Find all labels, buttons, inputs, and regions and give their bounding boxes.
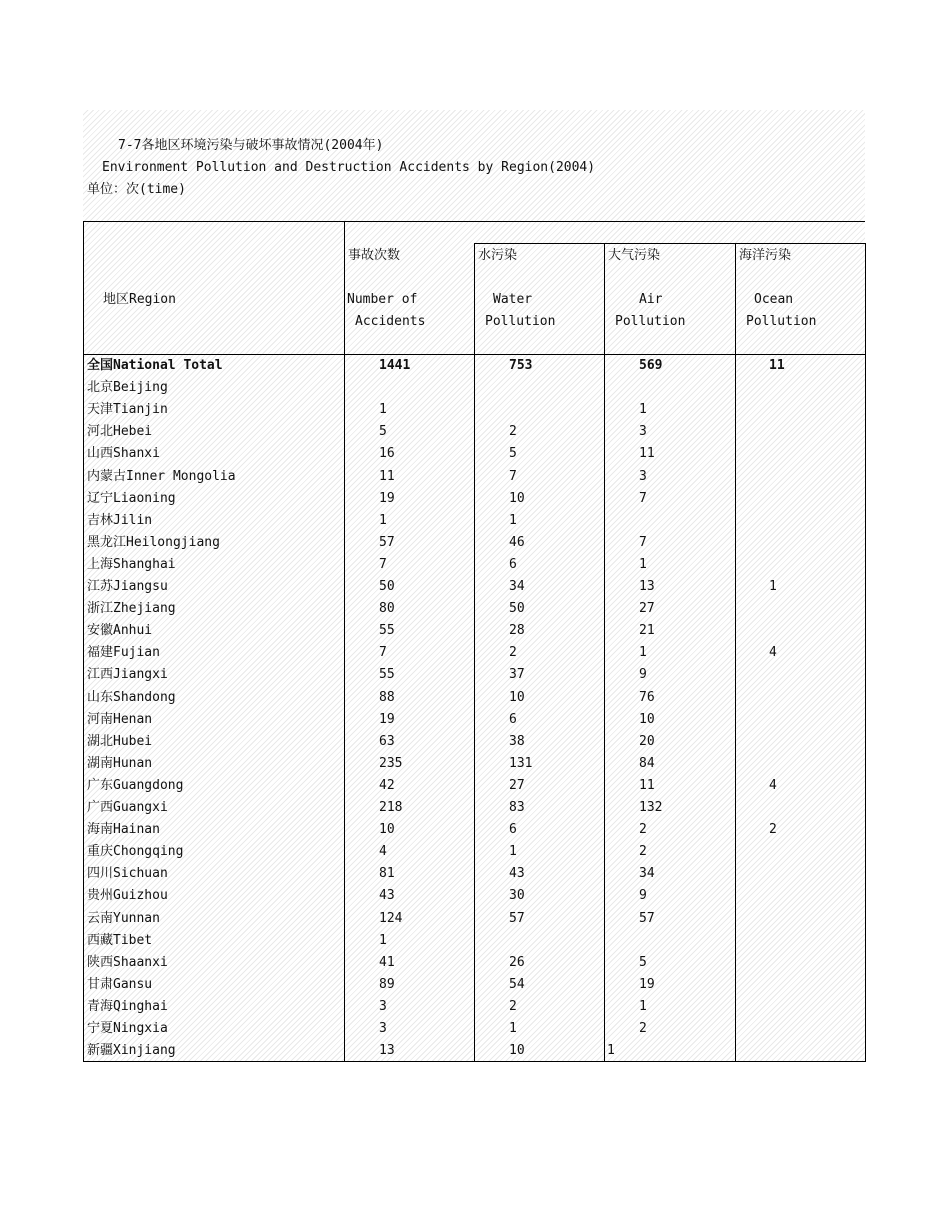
table-row — [0, 974, 950, 996]
table-row — [0, 1018, 950, 1040]
cell-water: 57 — [509, 910, 525, 926]
table-row — [0, 399, 950, 421]
cell-region: 云南Yunnan — [87, 910, 160, 926]
cell-region: 内蒙古Inner Mongolia — [87, 468, 236, 484]
cell-air: 3 — [639, 424, 647, 440]
cell-region: 北京Beijing — [87, 380, 168, 396]
cell-accidents: 1 — [379, 932, 387, 948]
cell-water: 1 — [509, 844, 517, 860]
table-row — [0, 554, 950, 576]
cell-region: 黑龙江Heilongjiang — [87, 534, 220, 550]
cell-water: 2 — [509, 424, 517, 440]
header-ocean-cn: 海洋污染 — [739, 248, 792, 263]
cell-region: 河南Henan — [87, 711, 153, 727]
cell-water: 27 — [509, 777, 525, 793]
cell-accidents: 5 — [379, 424, 387, 440]
header-water-cn: 水污染 — [478, 248, 518, 263]
cell-accidents: 19 — [379, 711, 395, 727]
cell-accidents: 11 — [379, 468, 395, 484]
cell-region: 山西Shanxi — [87, 446, 160, 462]
cell-accidents: 235 — [379, 755, 403, 771]
cell-accidents: 218 — [379, 800, 403, 815]
cell-accidents: 3 — [379, 998, 387, 1014]
cell-water: 54 — [509, 976, 525, 992]
cell-air: 27 — [639, 601, 655, 617]
table-row — [0, 731, 950, 753]
table-row — [0, 443, 950, 465]
cell-air: 1 — [639, 556, 647, 572]
table-row — [0, 952, 950, 974]
cell-water: 30 — [509, 888, 525, 904]
table-row-total — [0, 355, 950, 377]
cell-region: 甘肃Gansu — [87, 976, 153, 992]
table-title-en: Environment Pollution and Destruction Accidents by Region(2004) — [102, 160, 596, 175]
cell-accidents: 1441 — [379, 358, 411, 373]
cell-water: 1 — [509, 1021, 517, 1036]
cell-region: 西藏Tibet — [87, 932, 153, 948]
header-region: 地区Region — [103, 292, 176, 307]
cell-air: 1 — [639, 645, 647, 661]
header-water-en-2: Pollution — [485, 314, 556, 329]
subheader-border — [474, 243, 865, 244]
cell-region: 四川Sichuan — [87, 866, 168, 882]
header-ocean-en-2: Pollution — [746, 314, 817, 329]
cell-accidents: 13 — [379, 1043, 395, 1059]
cell-air: 1 — [607, 1043, 615, 1059]
header-ocean-en-1: Ocean — [754, 292, 794, 307]
cell-accidents: 55 — [379, 667, 395, 683]
cell-accidents: 7 — [379, 556, 387, 572]
cell-region: 吉林Jilin — [87, 512, 153, 528]
cell-air: 11 — [639, 777, 655, 793]
cell-accidents: 124 — [379, 910, 403, 926]
cell-accidents: 7 — [379, 645, 387, 661]
cell-ocean: 1 — [769, 579, 777, 594]
cell-region: 山东Shandong — [87, 689, 176, 705]
cell-water: 83 — [509, 800, 525, 815]
cell-air: 7 — [639, 534, 647, 550]
cell-ocean: 11 — [769, 358, 785, 373]
cell-region: 陕西Shaanxi — [87, 954, 168, 970]
cell-region: 海南Hainan — [87, 822, 160, 838]
cell-accidents: 50 — [379, 579, 395, 594]
cell-accidents: 43 — [379, 888, 395, 904]
cell-water: 2 — [509, 645, 517, 661]
cell-region: 江苏Jiangsu — [87, 579, 168, 594]
cell-water: 1 — [509, 512, 517, 528]
table-row — [0, 775, 950, 797]
table-row — [0, 532, 950, 554]
cell-accidents: 55 — [379, 623, 395, 639]
table-row — [0, 664, 950, 686]
cell-air: 20 — [639, 733, 655, 749]
cell-region: 重庆Chongqing — [87, 844, 184, 860]
cell-region: 辽宁Liaoning — [87, 490, 176, 506]
cell-water: 6 — [509, 556, 517, 572]
cell-water: 2 — [509, 998, 517, 1014]
header-air-en-1: Air — [639, 292, 663, 307]
cell-air: 1 — [639, 998, 647, 1014]
cell-region: 宁夏Ningxia — [87, 1021, 168, 1036]
table-row — [0, 841, 950, 863]
table-title-cn: 7-7各地区环境污染与破坏事故情况(2004年) — [118, 138, 384, 153]
cell-air: 3 — [639, 468, 647, 484]
cell-air: 9 — [639, 888, 647, 904]
cell-water: 46 — [509, 534, 525, 550]
cell-region: 湖北Hubei — [87, 733, 153, 749]
cell-accidents: 80 — [379, 601, 395, 617]
cell-air: 57 — [639, 910, 655, 926]
table-row — [0, 908, 950, 930]
header-air-cn: 大气污染 — [608, 248, 661, 263]
cell-water: 37 — [509, 667, 525, 683]
cell-accidents: 16 — [379, 446, 395, 462]
cell-water: 38 — [509, 733, 525, 749]
table-row — [0, 1040, 950, 1062]
table-row — [0, 709, 950, 731]
cell-air: 1 — [639, 402, 647, 418]
cell-air: 34 — [639, 866, 655, 882]
cell-accidents: 4 — [379, 844, 387, 860]
cell-water: 753 — [509, 358, 533, 373]
cell-air: 2 — [639, 844, 647, 860]
cell-region: 广东Guangdong — [87, 777, 184, 793]
cell-region: 河北Hebei — [87, 424, 153, 440]
cell-accidents: 88 — [379, 689, 395, 705]
cell-accidents: 89 — [379, 976, 395, 992]
cell-ocean: 4 — [769, 777, 777, 793]
cell-water: 50 — [509, 601, 525, 617]
table-row — [0, 687, 950, 709]
cell-air: 13 — [639, 579, 655, 594]
cell-water: 131 — [509, 755, 533, 771]
cell-water: 6 — [509, 822, 517, 838]
header-accidents-cn: 事故次数 — [348, 248, 401, 263]
cell-region: 贵州Guizhou — [87, 888, 168, 904]
table-row — [0, 488, 950, 510]
cell-air: 11 — [639, 446, 655, 462]
cell-region: 新疆Xinjiang — [87, 1043, 176, 1059]
table-row — [0, 863, 950, 885]
cell-air: 569 — [639, 358, 663, 373]
cell-air: 5 — [639, 954, 647, 970]
cell-accidents: 1 — [379, 512, 387, 528]
cell-water: 10 — [509, 1043, 525, 1059]
header-air-en-2: Pollution — [615, 314, 686, 329]
table-row — [0, 421, 950, 443]
cell-accidents: 63 — [379, 733, 395, 749]
cell-accidents: 19 — [379, 490, 395, 506]
table-row — [0, 996, 950, 1018]
cell-water: 28 — [509, 623, 525, 639]
cell-region: 全国National Total — [87, 358, 223, 373]
cell-water: 7 — [509, 468, 517, 484]
cell-air: 2 — [639, 1021, 647, 1036]
cell-air: 9 — [639, 667, 647, 683]
cell-air: 19 — [639, 976, 655, 992]
cell-region: 广西Guangxi — [87, 800, 168, 815]
cell-region: 福建Fujian — [87, 645, 160, 661]
table-row — [0, 885, 950, 907]
table-row — [0, 598, 950, 620]
table-row — [0, 642, 950, 664]
cell-air: 21 — [639, 623, 655, 639]
cell-region: 湖南Hunan — [87, 755, 153, 771]
cell-region: 上海Shanghai — [87, 556, 176, 572]
cell-accidents: 42 — [379, 777, 395, 793]
cell-water: 26 — [509, 954, 525, 970]
header-accidents-en-1: Number of — [347, 292, 418, 307]
cell-region: 青海Qinghai — [87, 998, 168, 1014]
table-row — [0, 930, 950, 952]
cell-air: 84 — [639, 755, 655, 771]
cell-region: 天津Tianjin — [87, 402, 168, 418]
cell-region: 江西Jiangxi — [87, 667, 168, 683]
cell-accidents: 81 — [379, 866, 395, 882]
cell-air: 7 — [639, 490, 647, 506]
unit-label: 单位：次(time) — [87, 182, 186, 197]
cell-water: 5 — [509, 446, 517, 462]
header-water-en-1: Water — [493, 292, 533, 307]
cell-region: 浙江Zhejiang — [87, 601, 176, 617]
cell-water: 10 — [509, 689, 525, 705]
header-accidents-en-2: Accidents — [355, 314, 426, 329]
cell-water: 10 — [509, 490, 525, 506]
table-top-border — [83, 221, 865, 222]
cell-air: 10 — [639, 711, 655, 727]
table-row — [0, 797, 950, 819]
cell-air: 2 — [639, 822, 647, 838]
table-row — [0, 510, 950, 532]
cell-ocean: 4 — [769, 645, 777, 661]
table-row — [0, 819, 950, 841]
cell-accidents: 41 — [379, 954, 395, 970]
cell-accidents: 57 — [379, 534, 395, 550]
table-row — [0, 576, 950, 598]
cell-air: 76 — [639, 689, 655, 705]
cell-ocean: 2 — [769, 822, 777, 838]
cell-water: 43 — [509, 866, 525, 882]
cell-accidents: 1 — [379, 402, 387, 418]
table-row — [0, 377, 950, 399]
cell-water: 34 — [509, 579, 525, 594]
cell-region: 安徽Anhui — [87, 623, 153, 639]
table-row — [0, 620, 950, 642]
cell-accidents: 10 — [379, 822, 395, 838]
cell-water: 6 — [509, 711, 517, 727]
table-row — [0, 753, 950, 775]
table-row — [0, 466, 950, 488]
cell-air: 132 — [639, 800, 663, 815]
cell-accidents: 3 — [379, 1021, 387, 1036]
